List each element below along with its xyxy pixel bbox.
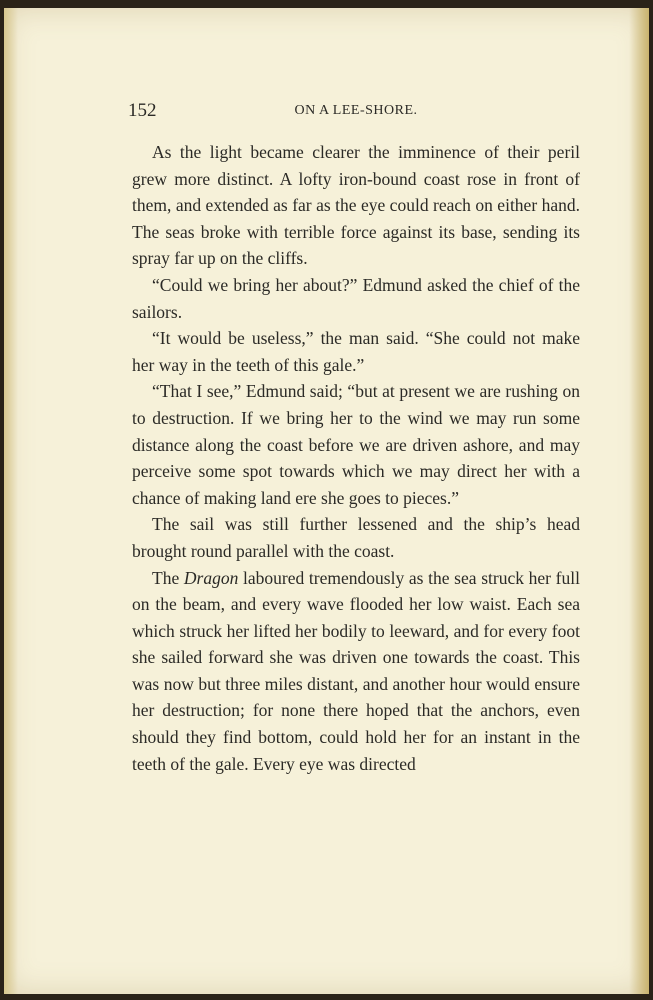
paragraph-1: As the light became clearer the imminence of their peril grew more distinct. A lofty iron-bound coast rose in front of them, and extended as far as the eye could reach on either hand. The seas broke with terrible force against its base, sending its spray far up on the cliffs. xyxy=(132,142,580,269)
ship-name: Dragon xyxy=(183,567,239,588)
paragraph-6-lead: The xyxy=(152,567,184,588)
paragraph-2: “Could we bring her about?” Edmund asked the chief of the sailors. xyxy=(132,274,580,322)
paragraph-5: The sail was still further lessened and the ship’s head brought round parallel with the coast. xyxy=(132,514,580,561)
page-header xyxy=(128,100,584,124)
paragraph-4: “That I see,” Edmund said; “but at present we are rushing on to destruction. If we bring her to the wind we may run some distance along the coast before we are driven ashore, and may perceive some spot towards which we may direct her with a chance of making land ere she goes to pieces.” xyxy=(132,381,580,508)
paragraph-6-rest: laboured tremendously as the sea struck her full on the beam, and every wave flooded her low waist. Each sea which struck her lifted her bodily to leeward, and for every foot she sailed forward she was driven one towards the coast. This was now but three miles distant, and another hour would ensure her destruction; for none there hoped that the anchors, even should they find bottom, could hold her for an instant in the teeth of the gale. Every eye was directed xyxy=(132,567,580,774)
book-page xyxy=(4,8,649,994)
page-number: 152 xyxy=(128,100,157,121)
body-text xyxy=(132,139,580,777)
running-head: ON A LEE-SHORE. xyxy=(294,103,418,118)
paragraph-6 xyxy=(132,565,580,778)
paragraph-3: “It would be useless,” the man said. “She could not make her way in the teeth of this gale.” xyxy=(132,328,580,375)
